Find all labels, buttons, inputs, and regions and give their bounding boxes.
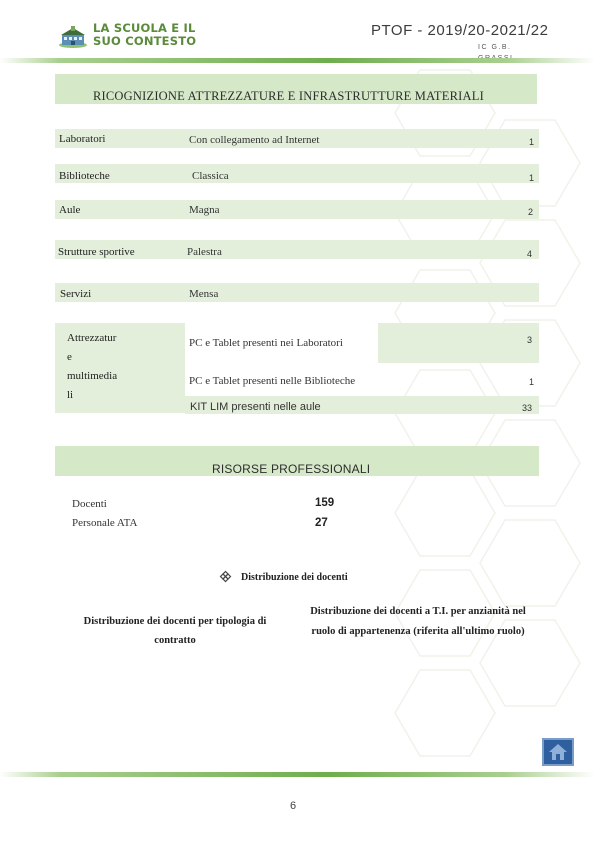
row-category: Strutture sportive [58, 246, 135, 258]
multimedia-category [67, 329, 117, 391]
row-category: Biblioteche [59, 170, 110, 182]
chart-right-title: Distribuzione dei docenti a T.I. per anzianità nel ruolo di appartenenza (riferita all'ultimo ruolo) [310, 606, 526, 637]
multimedia-category-line: Attrezzatur [67, 332, 117, 344]
row-count: 2 [528, 207, 534, 217]
table-row [55, 283, 539, 302]
home-button[interactable] [542, 738, 574, 766]
staff-label: Docenti [72, 498, 107, 510]
footer-divider [0, 772, 595, 777]
staff-label: Personale ATA [72, 517, 138, 529]
home-icon [548, 743, 568, 761]
table-row [55, 164, 539, 183]
staff-value: 159 [315, 497, 335, 509]
row-item: Classica [192, 170, 229, 182]
row-item: Con collegamento ad Internet [189, 134, 320, 146]
row-item: PC e Tablet presenti nei Laboratori [189, 337, 343, 349]
school-building-icon [58, 26, 88, 48]
chart-left-title: Distribuzione dei docenti per tipologia di contratto [83, 616, 267, 646]
row-count: 1 [529, 137, 535, 147]
multimedia-category-line: e [67, 351, 72, 363]
row-count: 1 [529, 173, 535, 183]
staff-value: 27 [315, 517, 328, 529]
diamond-bullet-icon [220, 571, 231, 582]
section-title-line2: SUO CONTESTO [93, 34, 197, 48]
row-item: Mensa [189, 288, 219, 300]
school-name-line1: IC G.B. [478, 44, 512, 51]
row-item: Palestra [187, 246, 222, 258]
multimedia-category-line: multimedia [67, 370, 118, 382]
resources-section-title: RICOGNIZIONE ATTREZZATURE E INFRASTRUTTURE MATERIALI [93, 89, 484, 103]
row-item: Magna [189, 204, 220, 216]
table-row [378, 323, 539, 363]
section-title-line1: LA SCUOLA E IL [93, 21, 196, 35]
header-divider [0, 58, 595, 63]
ptof-title: PTOF - 2019/20-2021/22 [371, 22, 549, 39]
staff-section-title: RISORSE PROFESSIONALI [212, 462, 371, 476]
distribution-title: Distribuzione dei docenti [241, 572, 348, 583]
row-item: PC e Tablet presenti nelle Biblioteche [189, 375, 356, 387]
table-row [55, 200, 539, 219]
section-title [93, 22, 196, 48]
page-number: 6 [290, 800, 297, 812]
row-count: 3 [527, 335, 533, 345]
row-category: Servizi [60, 288, 92, 300]
row-category: Laboratori [59, 133, 106, 145]
row-category: Aule [59, 204, 81, 216]
row-item: KIT LIM presenti nelle aule [190, 401, 321, 413]
row-count: 33 [522, 403, 533, 413]
row-count: 4 [527, 249, 533, 259]
multimedia-category-line [67, 386, 117, 391]
row-count: 1 [529, 377, 535, 387]
